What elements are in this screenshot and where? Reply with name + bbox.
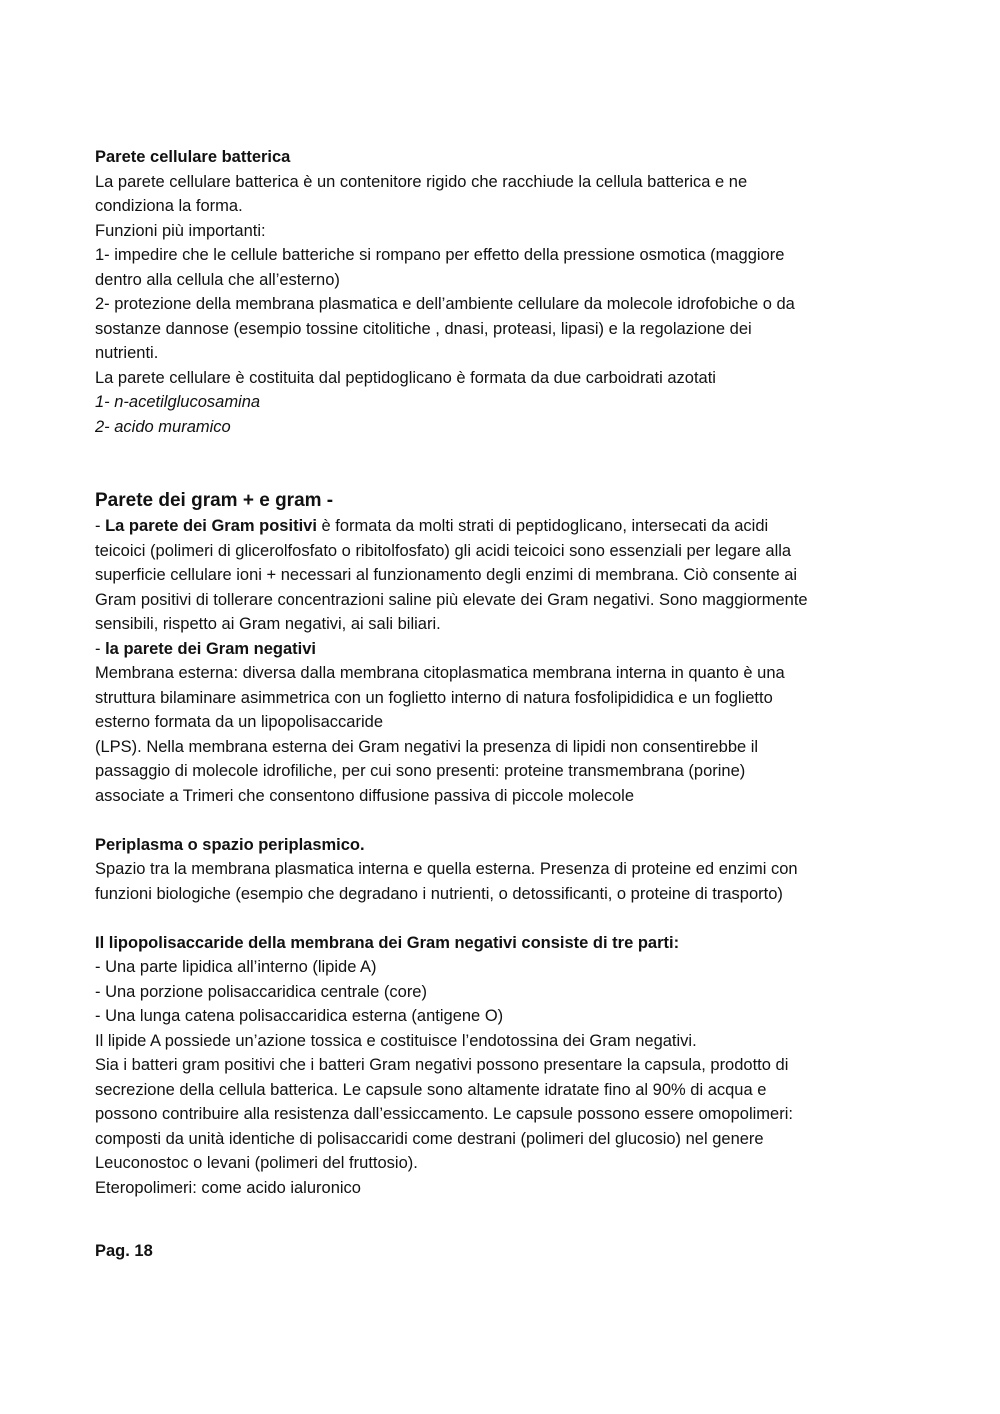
paragraph-line: Leuconostoc o levani (polimeri del fruttosio). [95, 1154, 418, 1172]
list-item: - Una parte lipidica all’interno (lipide A) [95, 958, 377, 976]
paragraph-line: Spazio tra la membrana plasmatica interna e quella esterna. Presenza di proteine ed enzimi con [95, 860, 798, 878]
list-item: - Una lunga catena polisaccaridica esterna (antigene O) [95, 1007, 504, 1025]
paragraph-line: Eteropolimeri: come acido ialuronico [95, 1178, 361, 1197]
dash-prefix: - [95, 639, 106, 658]
paragraph-line: nutrienti. [95, 344, 159, 362]
section-title: Parete dei gram + e gram - [95, 490, 334, 511]
paragraph-line: possono contribuire alla resistenza dall’essiccamento. Le capsule possono essere omopolimeri: [95, 1105, 793, 1123]
paragraph-line: associate a Trimeri che consentono diffusione passiva di piccole molecole [95, 786, 634, 805]
list-item: - Una porzione polisaccaridica centrale (core) [95, 982, 427, 1001]
paragraph-line: dentro alla cellula che all’esterno) [95, 270, 340, 289]
paragraph-line: Il lipide A possiede un’azione tossica e costituisce l’endotossina dei Gram negativi. [95, 1031, 697, 1050]
paragraph-line: teicoici (polimeri di glicerolfosfato o ribitolfosfato) gli acidi teicoici sono essenziali per legare alla [95, 541, 792, 560]
paragraph-line: Gram positivi di tollerare concentrazioni saline più elevate dei Gram negativi. Sono maggiormente [95, 590, 808, 609]
bold-phrase: la parete dei Gram negativi [105, 639, 317, 658]
paragraph-line: passaggio di molecole idrofiliche, per cui sono presenti: proteine transmembrana (porine) [95, 762, 746, 780]
paragraph-line: composti da unità identiche di polisaccaridi come destrani (polimeri del glucosio) nel genere [95, 1129, 764, 1148]
paragraph-line: condiziona la forma. [95, 197, 243, 215]
page-number: Pag. 18 [95, 1242, 153, 1260]
dash-prefix: - [95, 517, 106, 535]
paragraph-line: Sia i batteri gram positivi che i batteri Gram negativi possono presentare la capsula, prodotto di [95, 1056, 789, 1074]
paragraph-line: La parete cellulare batterica è un contenitore rigido che racchiude la cellula batterica e ne [95, 172, 748, 191]
paragraph-line [95, 514, 915, 539]
section-parete-cellulare [95, 145, 915, 439]
paragraph-line: La parete cellulare è costituita dal peptidoglicano è formata da due carboidrati azotati [95, 368, 716, 387]
text-run: è formata da molti strati di peptidoglicano, intersecati da acidi [316, 517, 769, 535]
section-parete-gram [95, 488, 915, 808]
paragraph-line: sensibili, rispetto ai Gram negativi, ai sali biliari. [95, 615, 441, 633]
paragraph-line: (LPS). Nella membrana esterna dei Gram negativi la presenza di lipidi non consentirebbe il [95, 737, 759, 756]
paragraph-line: Funzioni più importanti: [95, 221, 266, 240]
paragraph-line: secrezione della cellula batterica. Le capsule sono altamente idratate fino al 90% di acqua e [95, 1080, 767, 1099]
bold-phrase: La parete dei Gram positivi [105, 517, 317, 535]
section-title: Il lipopolisaccaride della membrana dei Gram negativi consiste di tre parti: [95, 933, 680, 952]
paragraph-line: funzioni biologiche (esempio che degradano i nutrienti, o detossificanti, o proteine di trasporto) [95, 884, 783, 903]
section-title: Periplasma o spazio periplasmico. [95, 835, 365, 854]
paragraph-line: struttura bilaminare asimmetrica con un foglietto interno di natura fosfolipididica e un foglietto [95, 688, 773, 707]
section-periplasma [95, 833, 915, 907]
paragraph-line: sostanze dannose (esempio tossine citolitiche , dnasi, proteasi, lipasi) e la regolazione dei [95, 319, 752, 338]
paragraph-line: 2- protezione della membrana plasmatica e dell’ambiente cellulare da molecole idrofobiche o da [95, 295, 795, 313]
section-lipopolisaccaride [95, 931, 915, 1201]
paragraph-line: 1- impedire che le cellule batteriche si rompano per effetto della pressione osmotica (maggiore [95, 246, 785, 264]
paragraph-line: superficie cellulare ioni + necessari al funzionamento degli enzimi di membrana. Ciò consente ai [95, 566, 798, 584]
list-item: 1- n-acetilglucosamina [95, 393, 261, 411]
paragraph-line: esterno formata da un lipopolisaccaride [95, 713, 384, 731]
paragraph-line: Membrana esterna: diversa dalla membrana citoplasmatica membrana interna in quanto è una [95, 664, 785, 682]
paragraph-line [95, 637, 915, 662]
list-item: 2- acido muramico [95, 417, 231, 436]
section-title: Parete cellulare batterica [95, 148, 291, 166]
document-body [95, 145, 915, 1200]
